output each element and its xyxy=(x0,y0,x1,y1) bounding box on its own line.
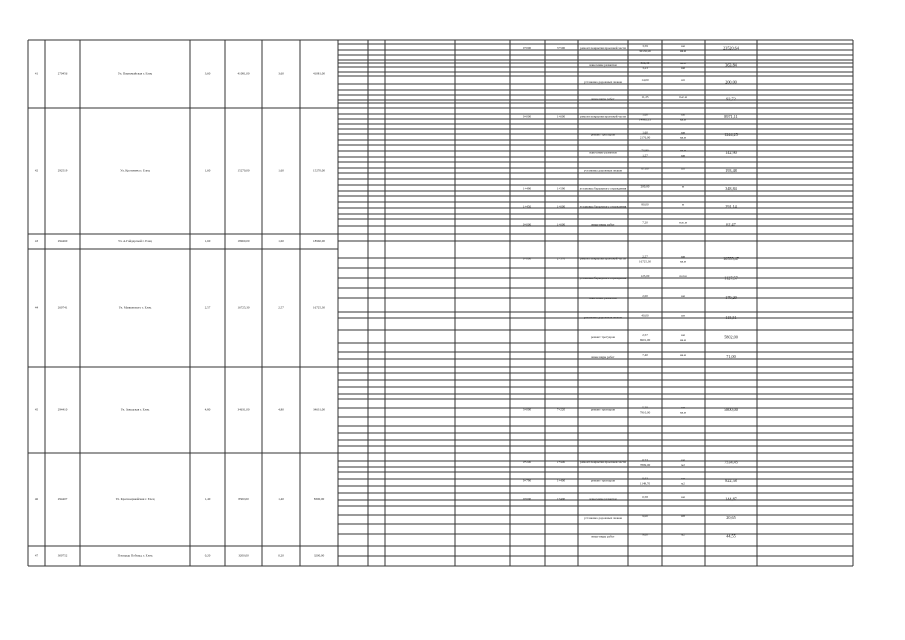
unit-2: км xyxy=(681,153,685,158)
unit-2: км xyxy=(681,66,685,71)
unit-1: км xyxy=(681,44,685,49)
quantity-1: 73,80 xyxy=(641,148,649,153)
segment-end: 3+590 xyxy=(556,46,566,51)
quantity-1: 0,58 xyxy=(642,495,648,500)
quantity-1: 5,20 xyxy=(642,405,648,410)
segment-start: 0+000 xyxy=(522,114,532,119)
work-type: ремонт тротуаров xyxy=(590,132,616,137)
length-km: 2,57 xyxy=(204,305,211,310)
unit-1: км xyxy=(681,130,685,135)
cost-total: 23520,64 xyxy=(723,45,739,51)
quantity-2: 6901,00 xyxy=(639,338,651,343)
work-type: нанесение разметки xyxy=(589,150,617,155)
quantity-1: 11,25 xyxy=(641,95,649,100)
cost-total: 291,14 xyxy=(725,203,737,209)
segment-end: 1+600 xyxy=(556,114,566,119)
cost-total: 1127,57 xyxy=(724,275,738,281)
cost-total: 71,00 xyxy=(726,354,736,360)
segment-start: 0+200 xyxy=(522,460,532,465)
repair-area-sqm: 34631,00 xyxy=(313,407,325,412)
row-number: 45 xyxy=(34,407,39,412)
quantity-2: 7910,00 xyxy=(639,410,651,415)
unit-2: кв.м xyxy=(680,410,686,415)
area-sqm: 3200,00 xyxy=(238,553,249,558)
unit-1: шт xyxy=(681,313,685,318)
road-name: Ул. Заводская г. Елец xyxy=(120,407,150,412)
unit-1: км xyxy=(681,293,685,298)
unit-2: кв.м xyxy=(680,135,686,140)
segment-end: 1+400 xyxy=(556,478,566,483)
area-sqm: 34631,00 xyxy=(237,407,250,412)
quantity-2: 36536,00 xyxy=(639,49,651,54)
row-number: 47 xyxy=(34,553,39,558)
unit-1: м2 xyxy=(681,532,685,537)
quantity-1: 80,00 xyxy=(641,202,649,207)
quantity-1: 866,30 xyxy=(640,61,650,66)
unit-2: м2 xyxy=(681,463,685,468)
work-type: установка дорожных знаков xyxy=(584,515,622,520)
segment-start: 0+000 xyxy=(522,46,532,51)
cost-total: 822,58 xyxy=(725,477,737,483)
quantity-2: 1149,70 xyxy=(639,481,651,486)
segment-end: 2+570 xyxy=(556,256,566,261)
quantity-1: 3,59 xyxy=(642,44,648,49)
cost-total: 200,00 xyxy=(725,79,737,85)
quantity-1: 9,00 xyxy=(642,532,648,537)
area-sqm: 16725,30 xyxy=(237,305,250,310)
quantity-1: 1,60 xyxy=(642,130,648,135)
unit-1: км xyxy=(681,458,685,463)
quantity-2: 7899,00 xyxy=(639,463,651,468)
unit-2: кв.м xyxy=(680,49,686,54)
segment-start: 1+490 xyxy=(522,186,532,191)
repair-area-sqm: 3200,00 xyxy=(313,553,325,558)
quantity-2: 14992,13 xyxy=(639,117,651,122)
work-type: ремонт покрытия проезжей части xyxy=(580,460,626,465)
area-sqm: 18960,00 xyxy=(237,239,250,244)
quantity-1: 2,57 xyxy=(642,333,648,338)
row-number: 46 xyxy=(34,497,39,502)
unit-1: пог.м xyxy=(679,274,687,279)
road-name: Ул. Кротевича г. Елец xyxy=(120,168,150,173)
work-type: иные виды работ xyxy=(591,97,615,102)
work-type: нанесение разметки xyxy=(589,295,617,300)
length-km: 3,60 xyxy=(204,71,211,76)
quantity-2: 16725,30 xyxy=(639,259,651,264)
work-type: ремонт тротуаров xyxy=(590,407,616,412)
quantity-1: 7,20 xyxy=(642,220,648,225)
unit-1: шт xyxy=(681,78,685,83)
quantity-1: 14,00 xyxy=(641,78,649,83)
segment-start: 0+790 xyxy=(522,478,532,483)
cost-total: 142,90 xyxy=(725,149,737,155)
length-km: 4,80 xyxy=(204,407,211,412)
cost-total: 1244,25 xyxy=(724,131,738,137)
repair-length-km: 1,60 xyxy=(278,168,284,173)
quantity-1: 200,00 xyxy=(640,184,650,189)
cost-total: 348,84 xyxy=(725,185,737,191)
length-km: 1,40 xyxy=(204,497,211,502)
quantity-1: 0,53 xyxy=(642,458,648,463)
unit-1: кв.м xyxy=(680,61,686,66)
unit-1: км xyxy=(681,333,685,338)
cost-total: 44,55 xyxy=(726,533,736,539)
cost-total: 62,47 xyxy=(726,221,736,227)
row-number: 42 xyxy=(34,168,39,173)
work-type: иные виды работ xyxy=(591,534,615,539)
unit-1: тыс.м xyxy=(679,220,687,225)
road-name: Ул. Маяковского г. Елец xyxy=(118,305,152,310)
unit-1: км xyxy=(681,405,685,410)
work-type: иные виды работ xyxy=(591,354,615,359)
road-code: 294460 xyxy=(57,239,68,244)
road-name: Ул. Первомайская г. Елец xyxy=(117,71,153,76)
segment-start: 3+000 xyxy=(522,407,532,412)
unit-2: м2 xyxy=(681,481,685,486)
repair-area-sqm: 15270,00 xyxy=(313,168,325,173)
cost-total: 193,48 xyxy=(725,167,737,173)
cost-total: 115,51 xyxy=(725,314,737,320)
segment-start: 0+000 xyxy=(522,222,532,227)
quantity-1: 2,57 xyxy=(642,254,648,259)
cost-total: 363,84 xyxy=(725,62,737,68)
length-km: 1,60 xyxy=(204,239,211,244)
repair-area-sqm: 8300,00 xyxy=(313,497,325,502)
segment-end: 1+400 xyxy=(556,460,566,465)
work-type: ремонт покрытия проезжей части xyxy=(580,256,626,261)
road-code: 300752 xyxy=(57,553,68,558)
cost-total: 8971,11 xyxy=(724,113,738,119)
length-km: 1,60 xyxy=(204,168,211,173)
length-km: 0,20 xyxy=(204,553,211,558)
road-code: 294410 xyxy=(57,407,68,412)
repair-length-km: 0,20 xyxy=(278,553,284,558)
quantity-2: 2176,00 xyxy=(639,135,651,140)
unit-1: тыс.м xyxy=(679,95,687,100)
unit-1: км xyxy=(681,476,685,481)
road-code: 292519 xyxy=(57,168,68,173)
segment-end: 1+600 xyxy=(556,222,566,227)
repair-length-km: 1,60 xyxy=(278,239,284,244)
row-number: 44 xyxy=(34,305,39,310)
road-code: 270456 xyxy=(57,71,68,76)
cost-total: 20,65 xyxy=(726,515,736,521)
unit-1: км xyxy=(681,112,685,117)
work-type: нанесение разметки xyxy=(589,497,617,502)
repair-length-km: 1,40 xyxy=(278,497,284,502)
road-code: 294407 xyxy=(57,497,68,502)
unit-1: м xyxy=(681,184,685,189)
segment-start: 0+000 xyxy=(522,256,532,261)
segment-end: 1+400 xyxy=(556,497,566,502)
unit-1: кв.м xyxy=(680,352,686,357)
road-name: Ул. Красноармейская г. Елец xyxy=(115,497,155,502)
area-sqm: 15270,00 xyxy=(237,168,250,173)
repair-area-sqm: 41081,00 xyxy=(313,71,325,76)
repair-length-km: 4,80 xyxy=(278,407,284,412)
quantity-1: 40,00 xyxy=(641,313,649,318)
work-type: ремонт тротуаров xyxy=(590,335,616,340)
repair-area-sqm: 18960,00 xyxy=(313,239,325,244)
road-name: Ул. А.Гайдарской г. Елец xyxy=(118,239,152,244)
quantity-1: 2,00 xyxy=(642,293,648,298)
unit-1: кв.м xyxy=(680,148,686,153)
area-sqm: 41081,00 xyxy=(237,71,250,76)
segment-end: 1+600 xyxy=(556,204,566,209)
cost-total: 92,72 xyxy=(726,96,736,102)
quantity-1: 0,63 xyxy=(642,476,648,481)
unit-1: шт xyxy=(681,513,685,518)
repair-length-km: 2,57 xyxy=(278,305,284,310)
unit-1: км xyxy=(681,254,685,259)
repair-area-sqm: 16725,30 xyxy=(313,305,325,310)
unit-1: м xyxy=(681,202,685,207)
work-type: нанесение разметки xyxy=(589,63,617,68)
cost-total: 7534,45 xyxy=(724,459,738,465)
unit-2: кв.м xyxy=(680,338,686,343)
work-type: установка дорожных знаков xyxy=(584,80,622,85)
cost-total: 5800,00 xyxy=(724,406,738,412)
work-type: установка дорожных знаков xyxy=(584,315,622,320)
quantity-2: 3,23 xyxy=(642,66,648,71)
work-type: ремонт покрытия проезжей части xyxy=(580,114,626,119)
row-number: 43 xyxy=(34,239,39,244)
quantity-1: 67,00 xyxy=(641,166,649,171)
unit-2: кв.м xyxy=(680,259,686,264)
work-type: установка барьерного ограждения xyxy=(579,276,627,281)
area-sqm: 8300,00 xyxy=(238,497,249,502)
quantity-1: 1,60 xyxy=(642,112,648,117)
segment-end: 7+220 xyxy=(556,407,566,412)
quantity-1: 9,00 xyxy=(642,513,648,518)
segment-end: 1+590 xyxy=(556,186,566,191)
row-number: 41 xyxy=(34,71,39,76)
work-type: ремонт тротуаров xyxy=(590,478,616,483)
cost-total: 144,87 xyxy=(725,496,737,502)
quantity-1: 7,40 xyxy=(642,352,648,357)
road-name: Площадь Победы, г. Елец xyxy=(117,553,153,558)
road-code: 260741 xyxy=(57,305,68,310)
cost-total: 10555,47 xyxy=(723,255,739,261)
work-type: иные виды работ xyxy=(591,222,615,227)
work-type: ремонт покрытия проезжей части xyxy=(580,46,626,51)
work-type: установка дорожных знаков xyxy=(584,168,622,173)
work-type: установка барьерного ограждения xyxy=(579,204,627,209)
repair-length-km: 3,60 xyxy=(278,71,284,76)
quantity-1: 123,00 xyxy=(640,274,650,279)
cost-total: 179,20 xyxy=(725,295,737,301)
unit-2: кв.м xyxy=(680,117,686,122)
segment-start: 0+000 xyxy=(522,497,532,502)
segment-start: 1+450 xyxy=(522,204,532,209)
quantity-2: 1,57 xyxy=(642,153,648,158)
work-type: установка барьерного ограждения xyxy=(579,186,627,191)
table-text xyxy=(35,44,740,559)
unit-1: км xyxy=(681,495,685,500)
unit-1: шт xyxy=(681,166,685,171)
cost-total: 5802,00 xyxy=(724,334,738,340)
